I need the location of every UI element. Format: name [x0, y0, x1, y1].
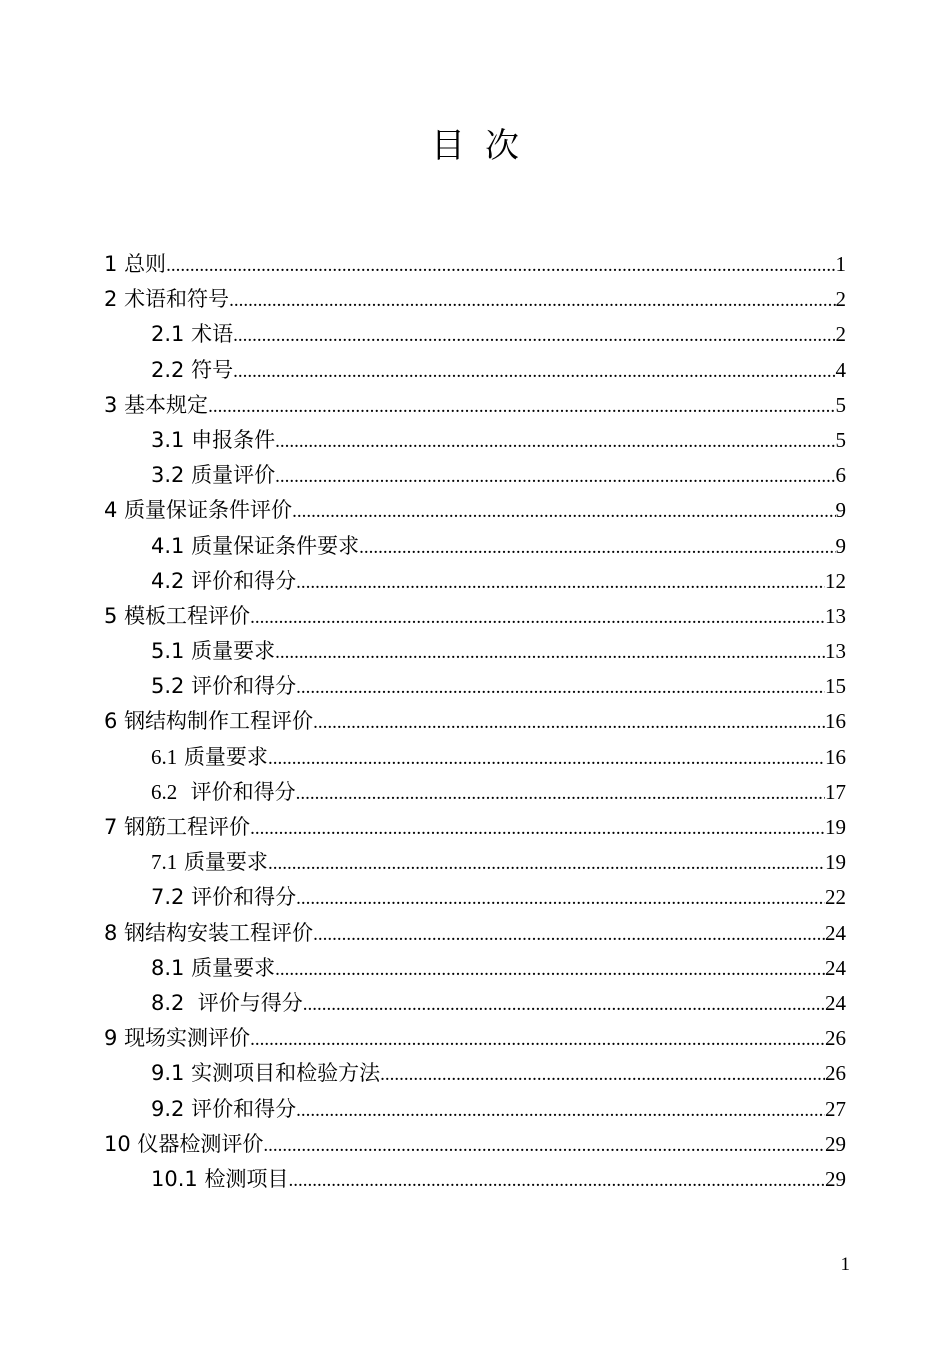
toc-entry-title: 检测项目 — [204, 1166, 289, 1191]
toc-entry-title: 钢结构安装工程评价 — [124, 920, 314, 945]
toc-entry-label — [151, 564, 296, 599]
toc-dot-leader — [229, 283, 835, 318]
toc-entry-number: 4.1 — [151, 533, 185, 558]
toc-entry-title: 模板工程评价 — [124, 603, 251, 628]
toc-entry-page-number: 19 — [825, 815, 846, 839]
toc-entry-label — [151, 423, 275, 458]
toc-subsection-entry[interactable] — [104, 951, 846, 986]
toc-entry-page-number: 15 — [825, 674, 846, 699]
toc-entry-page-number: 13 — [825, 603, 846, 628]
toc-dot-leader — [359, 530, 835, 565]
toc-entry-label — [104, 1127, 263, 1162]
toc-section-entry[interactable] — [104, 1021, 846, 1056]
toc-dot-leader — [296, 881, 825, 916]
toc-entry-page-number: 9 — [835, 498, 846, 523]
toc-section-entry[interactable] — [104, 247, 846, 282]
toc-entry-label — [151, 1162, 288, 1197]
toc-subsection-entry[interactable] — [104, 1092, 846, 1127]
toc-entry-number: 3 — [104, 392, 118, 417]
toc-dot-leader — [268, 741, 825, 776]
toc-entry-page-number: 9 — [835, 533, 846, 558]
toc-dot-leader — [292, 494, 835, 529]
toc-entry-title: 术语和符号 — [124, 287, 230, 312]
toc-entry-label — [151, 634, 275, 669]
toc-subsection-entry[interactable] — [104, 564, 846, 599]
page-number: 1 — [840, 1254, 850, 1275]
toc-entry-title: 评价和得分 — [191, 885, 297, 910]
toc-entry-label — [151, 845, 268, 880]
toc-entry-label — [151, 317, 233, 352]
toc-subsection-entry[interactable] — [104, 880, 846, 915]
toc-entry-number: 8.1 — [151, 955, 185, 980]
toc-entry-title: 质量要求 — [191, 955, 276, 980]
toc-entry-title: 评价与得分 — [191, 990, 303, 1015]
toc-entry-page-number: 5 — [835, 427, 846, 452]
toc-entry-title: 仪器检测评价 — [137, 1131, 264, 1156]
toc-entry-label — [104, 247, 166, 282]
toc-entry-title: 评价和得分 — [191, 1096, 297, 1121]
toc-dot-leader — [268, 846, 825, 881]
toc-dot-leader — [303, 987, 825, 1022]
toc-dot-leader — [296, 776, 825, 811]
toc-entry-page-number: 16 — [825, 709, 846, 734]
toc-dot-leader — [233, 354, 835, 389]
toc-subsection-entry[interactable] — [104, 529, 846, 564]
toc-entry-page-number: 4 — [835, 357, 846, 382]
toc-entry-label — [151, 669, 296, 704]
toc-entry-title: 质量要求 — [183, 744, 268, 769]
toc-entry-page-number: 22 — [825, 885, 846, 910]
toc-entry-number: 9.1 — [151, 1061, 185, 1086]
toc-entry-number: 7 — [104, 815, 118, 839]
toc-subsection-entry[interactable] — [104, 986, 846, 1021]
toc-entry-page-number: 16 — [825, 744, 846, 769]
toc-entry-title: 现场实测评价 — [124, 1026, 251, 1051]
toc-entry-number: 5 — [104, 603, 118, 628]
toc-entry-page-number: 17 — [825, 779, 846, 804]
toc-entry-title: 实测项目和检验方法 — [191, 1061, 381, 1086]
toc-dot-leader — [166, 248, 835, 283]
toc-entry-title: 基本规定 — [124, 392, 209, 417]
toc-section-entry[interactable] — [104, 704, 846, 739]
toc-entry-label — [151, 353, 233, 388]
toc-entry-number: 4 — [104, 498, 118, 523]
toc-entry-number: 7.2 — [151, 885, 185, 910]
toc-entry-number: 6 — [104, 709, 118, 734]
toc-dot-leader — [296, 565, 825, 600]
toc-entry-label — [151, 951, 275, 986]
toc-entry-page-number: 24 — [825, 990, 846, 1015]
table-of-contents — [104, 247, 846, 1197]
toc-dot-leader — [275, 952, 825, 987]
toc-dot-leader — [250, 1022, 825, 1057]
toc-entry-label — [104, 704, 313, 739]
toc-entry-label — [151, 1056, 380, 1091]
toc-subsection-entry[interactable] — [104, 1056, 846, 1091]
toc-entry-title: 评价和得分 — [191, 674, 297, 699]
toc-entry-page-number: 24 — [825, 955, 846, 980]
toc-subsection-entry[interactable] — [104, 458, 846, 493]
toc-section-entry[interactable] — [104, 388, 846, 423]
toc-entry-title: 质量保证条件要求 — [191, 533, 360, 558]
toc-title: 目次 — [431, 126, 539, 166]
toc-entry-label — [151, 740, 268, 775]
toc-entry-number: 7.1 — [151, 850, 178, 875]
toc-entry-number: 5.1 — [151, 639, 185, 664]
toc-dot-leader — [263, 1128, 825, 1163]
toc-entry-title: 质量评价 — [191, 463, 276, 488]
toc-entry-page-number: 1 — [835, 252, 846, 276]
toc-entry-label — [104, 810, 250, 845]
toc-section-entry[interactable] — [104, 599, 846, 634]
toc-entry-page-number: 12 — [825, 568, 846, 593]
toc-entry-label — [104, 916, 313, 951]
toc-entry-number: 5.2 — [151, 674, 185, 699]
toc-entry-label — [104, 493, 292, 528]
toc-entry-number: 1 — [104, 252, 118, 276]
toc-entry-title: 总则 — [124, 252, 167, 276]
toc-entry-title: 术语 — [191, 322, 234, 347]
toc-dot-leader — [296, 670, 825, 705]
toc-entry-title: 钢筋工程评价 — [124, 815, 251, 839]
toc-section-entry[interactable] — [104, 916, 846, 951]
toc-dot-leader — [275, 635, 825, 670]
toc-entry-number: 3.1 — [151, 427, 185, 452]
toc-section-entry[interactable] — [104, 1127, 846, 1162]
toc-entry-page-number: 2 — [835, 287, 846, 312]
toc-entry-number: 10 — [104, 1131, 131, 1156]
toc-entry-number: 9.2 — [151, 1096, 185, 1121]
toc-entry-number: 10.1 — [151, 1166, 198, 1191]
toc-dot-leader — [275, 424, 835, 459]
toc-entry-label — [104, 388, 208, 423]
toc-subsection-entry[interactable] — [104, 1162, 846, 1197]
toc-entry-label — [151, 775, 296, 810]
toc-entry-number: 6.2 — [151, 779, 178, 804]
toc-entry-label — [151, 529, 359, 564]
toc-subsection-entry[interactable] — [104, 845, 846, 880]
toc-entry-title: 申报条件 — [191, 427, 276, 452]
toc-dot-leader — [233, 318, 835, 353]
toc-dot-leader — [208, 389, 835, 424]
toc-subsection-entry[interactable] — [104, 317, 846, 352]
toc-entry-page-number: 26 — [825, 1061, 846, 1086]
toc-entry-page-number: 29 — [825, 1131, 846, 1156]
toc-dot-leader — [313, 705, 825, 740]
toc-entry-title: 质量保证条件评价 — [124, 498, 293, 523]
toc-dot-leader — [250, 600, 825, 635]
toc-entry-title: 符号 — [191, 357, 234, 382]
toc-entry-title: 质量要求 — [183, 850, 268, 875]
toc-entry-title: 评价和得分 — [191, 568, 297, 593]
toc-entry-title: 评价和得分 — [183, 779, 296, 804]
toc-entry-number: 8 — [104, 920, 118, 945]
toc-entry-number: 6.1 — [151, 744, 178, 769]
toc-subsection-entry[interactable] — [104, 353, 846, 388]
toc-entry-page-number: 29 — [825, 1166, 846, 1191]
toc-entry-label — [104, 599, 250, 634]
toc-subsection-entry[interactable] — [104, 423, 846, 458]
toc-entry-label — [151, 458, 275, 493]
toc-entry-number: 3.2 — [151, 463, 185, 488]
toc-entry-label — [104, 1021, 250, 1056]
toc-entry-page-number: 6 — [835, 463, 846, 488]
toc-entry-label — [104, 282, 229, 317]
toc-entry-title: 质量要求 — [191, 639, 276, 664]
toc-entry-number: 2 — [104, 287, 118, 312]
toc-subsection-entry[interactable] — [104, 669, 846, 704]
toc-entry-title: 钢结构制作工程评价 — [124, 709, 314, 734]
toc-section-entry[interactable] — [104, 282, 846, 317]
toc-dot-leader — [288, 1163, 825, 1198]
toc-entry-number: 9 — [104, 1026, 118, 1051]
toc-subsection-entry[interactable] — [104, 775, 846, 810]
toc-dot-leader — [275, 459, 835, 494]
toc-entry-page-number: 26 — [825, 1026, 846, 1051]
toc-entry-number: 2.1 — [151, 322, 185, 347]
toc-dot-leader — [313, 917, 825, 952]
toc-entry-page-number: 5 — [835, 392, 846, 417]
toc-entry-page-number: 24 — [825, 920, 846, 945]
toc-entry-page-number: 2 — [835, 322, 846, 347]
toc-entry-page-number: 13 — [825, 639, 846, 664]
toc-dot-leader — [296, 1093, 825, 1128]
toc-entry-page-number: 19 — [825, 850, 846, 875]
toc-entry-number: 2.2 — [151, 357, 185, 382]
toc-dot-leader — [250, 811, 825, 846]
toc-subsection-entry[interactable] — [104, 740, 846, 775]
toc-entry-label — [151, 1092, 296, 1127]
toc-section-entry[interactable] — [104, 810, 846, 845]
toc-section-entry[interactable] — [104, 493, 846, 528]
toc-entry-number: 4.2 — [151, 568, 185, 593]
toc-entry-label — [151, 880, 296, 915]
toc-entry-page-number: 27 — [825, 1096, 846, 1121]
toc-entry-label — [151, 986, 303, 1021]
toc-dot-leader — [380, 1057, 825, 1092]
toc-entry-number: 8.2 — [151, 990, 185, 1015]
toc-subsection-entry[interactable] — [104, 634, 846, 669]
